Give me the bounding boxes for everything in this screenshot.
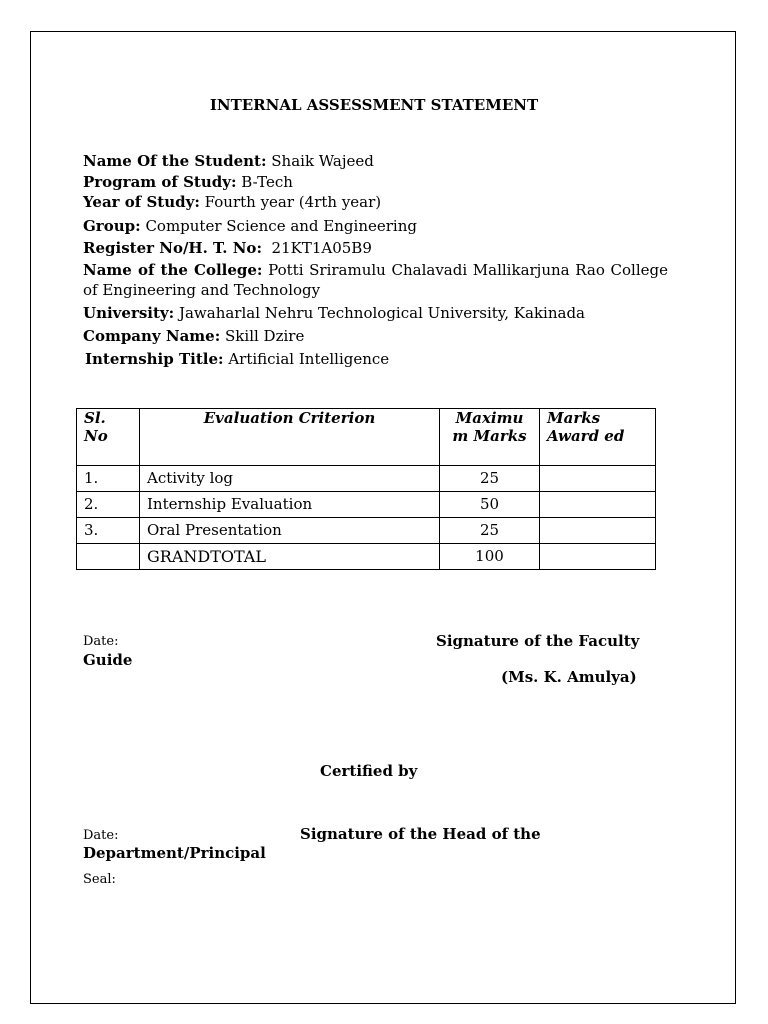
field-register-no bbox=[83, 238, 668, 260]
header-sl-no: Sl. No bbox=[77, 409, 140, 466]
field-label: Program of Study: bbox=[83, 173, 237, 191]
field-label: Name Of the Student: bbox=[83, 152, 267, 170]
field-student-name bbox=[83, 151, 668, 172]
field-label: Internship Title: bbox=[85, 350, 224, 368]
field-value: Computer Science and Engineering bbox=[145, 217, 417, 235]
field-value: Potti Sriramulu Chalavadi Mallikarjuna Rao College of Engineering and Technology bbox=[83, 261, 668, 299]
table-row bbox=[77, 518, 656, 544]
cell-criterion: Oral Presentation bbox=[140, 518, 440, 544]
field-internship-title bbox=[83, 349, 668, 369]
field-value: 21KT1A05B9 bbox=[266, 239, 372, 257]
header-maximum-marks: Maximu m Marks bbox=[440, 409, 540, 466]
field-value: Jawaharlal Nehru Technological University, Kakinada bbox=[178, 304, 585, 322]
cell-criterion: GRANDTOTAL bbox=[140, 544, 440, 570]
field-program bbox=[83, 172, 668, 192]
cell-awarded bbox=[540, 544, 656, 570]
faculty-date-label: Date: bbox=[83, 634, 119, 649]
cell-max-marks: 50 bbox=[440, 492, 540, 518]
table-row-grand-total bbox=[77, 544, 656, 570]
faculty-guide-label: Guide bbox=[83, 651, 133, 669]
field-label: University: bbox=[83, 304, 175, 322]
field-college bbox=[83, 260, 668, 303]
hod-signature-label: Signature of the Head of the bbox=[300, 825, 541, 843]
faculty-name: (Ms. K. Amulya) bbox=[501, 668, 637, 686]
field-group bbox=[83, 216, 668, 238]
hod-date-label: Date: bbox=[83, 828, 119, 843]
field-label: Company Name: bbox=[83, 327, 221, 345]
cell-max-marks: 25 bbox=[440, 518, 540, 544]
document-title: INTERNAL ASSESSMENT STATEMENT bbox=[209, 96, 539, 114]
field-value: Skill Dzire bbox=[225, 327, 305, 345]
header-marks-awarded: Marks Award ed bbox=[540, 409, 656, 466]
certified-by-label: Certified by bbox=[320, 762, 418, 780]
cell-sl: 1. bbox=[77, 466, 140, 492]
table-header-row bbox=[77, 409, 656, 466]
faculty-signature-label: Signature of the Faculty bbox=[436, 632, 640, 650]
table-row bbox=[77, 492, 656, 518]
evaluation-table bbox=[76, 408, 656, 570]
cell-awarded bbox=[540, 492, 656, 518]
field-company bbox=[83, 326, 668, 349]
field-value: B-Tech bbox=[241, 173, 293, 191]
field-value: Artificial Intelligence bbox=[228, 350, 390, 368]
field-value: Fourth year (4rth year) bbox=[204, 193, 382, 211]
cell-criterion: Internship Evaluation bbox=[140, 492, 440, 518]
field-label: Year of Study: bbox=[83, 193, 200, 211]
field-value: Shaik Wajeed bbox=[271, 152, 374, 170]
field-year bbox=[83, 192, 668, 216]
field-label: Register No/H. T. No: bbox=[83, 239, 262, 257]
field-label: Group: bbox=[83, 217, 141, 235]
field-university bbox=[83, 303, 668, 326]
cell-max-marks: 100 bbox=[440, 544, 540, 570]
cell-max-marks: 25 bbox=[440, 466, 540, 492]
department-principal-label: Department/Principal bbox=[83, 844, 266, 862]
table-row bbox=[77, 466, 656, 492]
seal-label: Seal: bbox=[83, 872, 116, 887]
cell-awarded bbox=[540, 466, 656, 492]
cell-criterion: Activity log bbox=[140, 466, 440, 492]
header-evaluation-criterion: Evaluation Criterion bbox=[140, 409, 440, 466]
cell-sl bbox=[77, 544, 140, 570]
field-label: Name of the College: bbox=[83, 261, 263, 279]
cell-sl: 3. bbox=[77, 518, 140, 544]
cell-awarded bbox=[540, 518, 656, 544]
cell-sl: 2. bbox=[77, 492, 140, 518]
student-details bbox=[83, 151, 668, 369]
